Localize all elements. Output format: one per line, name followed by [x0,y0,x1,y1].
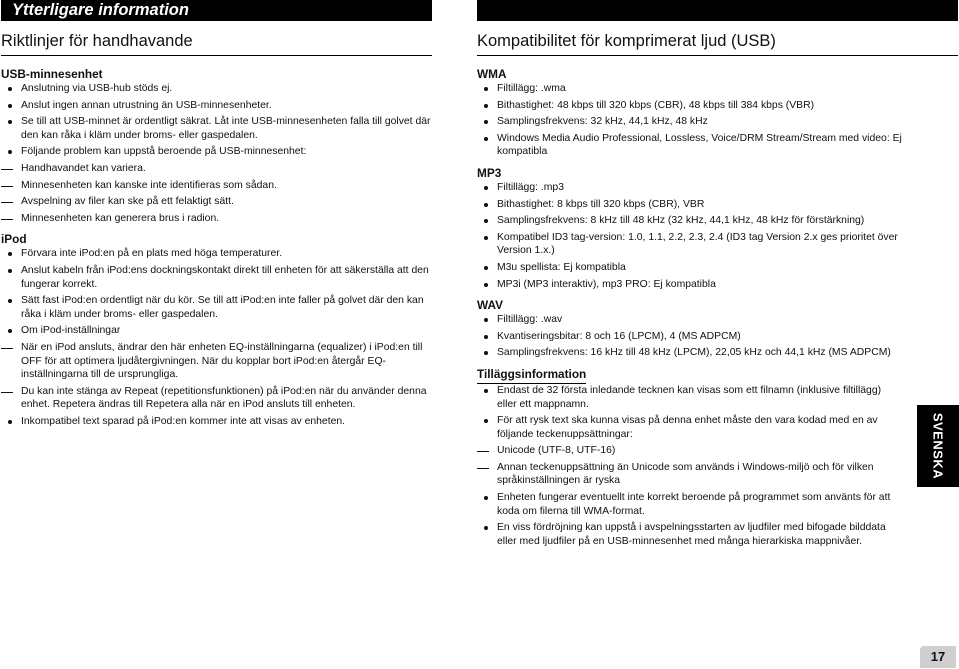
extra-info-heading: Tilläggsinformation [477,366,586,384]
bullet-list-item [477,521,902,548]
bullet-list-item [477,261,902,275]
header-bar-left [1,0,432,21]
page-header-title: Ytterligare information [12,1,189,19]
list-item-text: En viss fördröjning kan uppstå i avspelningsstarten av ljudfiler med bifogade bilddata eller med ljudfiler på en USB-minnesenhet med många hierarkiska mappnivåer. [497,522,886,547]
list-item-text: Du kan inte stänga av Repeat (repetitionsfunktionen) på iPod:en när du använder denna enhet. Repetera ändras till Repetera alla när en iPod ansluts till enheten. [21,385,427,411]
ipod-heading: iPod [1,232,27,247]
list-item-text: Förvara inte iPod:en på en plats med höga temperaturer. [21,248,283,260]
bullet-list-item [1,247,431,261]
bullet-list-item [477,414,902,441]
extra-info-list [477,384,902,549]
list-item-text: Endast de 32 första inledande tecknen kan visas som ett filnamn (inklusive filtillägg) eller ett mappnamn. [497,384,882,410]
list-item-text: MP3i (MP3 interaktiv), mp3 PRO: Ej kompatibla [497,278,716,290]
bullet-list-item [477,313,902,327]
ipod-list [1,247,431,428]
wav-heading: WAV [477,298,503,313]
bullet-list-item [1,99,431,113]
bullet-list-item [477,181,902,195]
bullet-list-item [477,231,902,258]
list-item-text: Se till att USB-minnet är ordentligt säkrat. Låt inte USB-minnesenheten falla till golvet där den kan råka i kläm under broms- eller gaspedalen. [21,116,431,141]
bullet-list-item [477,115,902,129]
bullet-list-item [477,491,902,518]
list-item-text: Windows Media Audio Professional, Lossless, Voice/DRM Stream/Stream med video: Ej kompatibla [497,132,902,158]
list-item-text: M3u spellista: Ej kompatibla [497,261,626,273]
list-item-text: Kompatibel ID3 tag-version: 1.0, 1.1, 2.2, 2.3, 2.4 (ID3 tag Version 2.x ges prioritet över Version 1.x.) [497,231,898,257]
bullet-list-item [477,99,902,113]
list-item-text: För att rysk text ska kunna visas på denna enhet måste den vara kodad med en av följande teckenuppsättningar: [497,415,878,440]
bullet-list-item [477,278,902,292]
dash-list-item [1,162,431,176]
usb-heading: USB-minnesenhet [1,67,103,81]
list-item-text: Kvantiseringsbitar: 8 och 16 (LPCM), 4 (MS ADPCM) [497,330,741,342]
dash-list-item [1,179,431,193]
list-item-text: Avspelning av filer kan ske på ett felaktigt sätt. [21,196,234,208]
mp3-list [477,181,902,291]
bullet-list-item [1,294,431,321]
list-item-text: Bithastighet: 8 kbps till 320 kbps (CBR), VBR [497,198,705,210]
mp3-heading: MP3 [477,165,502,180]
list-item-text: Anslutning via USB-hub stöds ej. [21,83,173,94]
list-item-text: Anslut ingen annan utrustning än USB-minnesenheter. [21,99,272,111]
bullet-list-item [1,82,431,96]
list-item-text: Minnesenheten kan generera brus i radion. [21,212,220,224]
list-item-text: När en iPod ansluts, ändrar den här enheten EQ-inställningarna (equalizer) i iPod:en till OFF för att optimera ljudåtergivningen. När du kopplar bort iPod:en återgår EQ-inställningarna till de ursprungliga. [21,341,423,381]
list-item-text: Om iPod-inställningar [21,325,121,337]
bullet-list-item [477,384,902,411]
list-item-text: Annan teckenuppsättning än Unicode som används i Windows-miljö och för vilken språkinställningen är ryska [497,461,874,487]
wma-list [477,82,902,159]
bullet-list-item [1,145,431,159]
bullet-list-item [477,330,902,344]
page-number: 17 [920,646,956,668]
list-item-text: Samplingsfrekvens: 16 kHz till 48 kHz (LPCM), 22,05 kHz och 44,1 kHz (MS ADPCM) [497,347,891,359]
bullet-list-item [1,264,431,291]
right-section-title: Kompatibilitet för komprimerat ljud (USB) [477,32,776,50]
list-item-text: Bithastighet: 48 kbps till 320 kbps (CBR), 48 kbps till 384 kbps (VBR) [497,99,815,111]
bullet-list-item [1,324,431,338]
header-bar-right [477,0,958,21]
list-item-text: Sätt fast iPod:en ordentligt när du kör. Se till att iPod:en inte faller på golvet där den kan råka i kläm under broms- eller gaspedalen. [21,295,424,320]
bullet-list-item [1,115,431,142]
dash-list-item [1,341,431,382]
list-item-text: Samplingsfrekvens: 32 kHz, 44,1 kHz, 48 kHz [497,116,708,128]
wma-heading: WMA [477,67,507,81]
left-section-title: Riktlinjer för handhavande [1,32,193,50]
usb-list [1,82,431,225]
bullet-list-item [1,415,431,429]
bullet-list-item [477,132,902,159]
language-tab-label: SVENSKA [930,412,946,480]
list-item-text: Unicode (UTF-8, UTF-16) [497,445,616,457]
dash-list-item [477,444,902,458]
list-item-text: Handhavandet kan variera. [21,162,146,174]
list-item-text: Samplingsfrekvens: 8 kHz till 48 kHz (32 kHz, 44,1 kHz, 48 kHz för förstärkning) [497,215,865,227]
bullet-list-item [477,198,902,212]
list-item-text: Inkompatibel text sparad på iPod:en kommer inte att visas av enheten. [21,415,346,427]
dash-list-item [477,461,902,488]
right-section-rule [477,55,958,56]
dash-list-item [1,385,431,412]
bullet-list-item [477,346,902,360]
list-item-text: Minnesenheten kan kanske inte identifieras som sådan. [21,179,277,191]
dash-list-item [1,195,431,209]
language-tab [917,405,959,487]
left-column [1,66,431,428]
list-item-text: Filtillägg: .wma [497,83,566,94]
right-column [477,66,902,548]
list-item-text: Filtillägg: .mp3 [497,181,564,193]
list-item-text: Följande problem kan uppstå beroende på USB-minnesenhet: [21,146,307,158]
bullet-list-item [477,82,902,96]
list-item-text: Filtillägg: .wav [497,314,563,326]
bullet-list-item [477,214,902,228]
list-item-text: Enheten fungerar eventuellt inte korrekt beroende på programmet som använts för att koda om filerna till WMA-format. [497,492,891,517]
list-item-text: Anslut kabeln från iPod:ens dockningskontakt direkt till enheten för att säkerställa att den fungerar korrekt. [21,264,429,290]
left-section-rule [1,55,432,56]
wav-list [477,313,902,360]
dash-list-item [1,212,431,226]
